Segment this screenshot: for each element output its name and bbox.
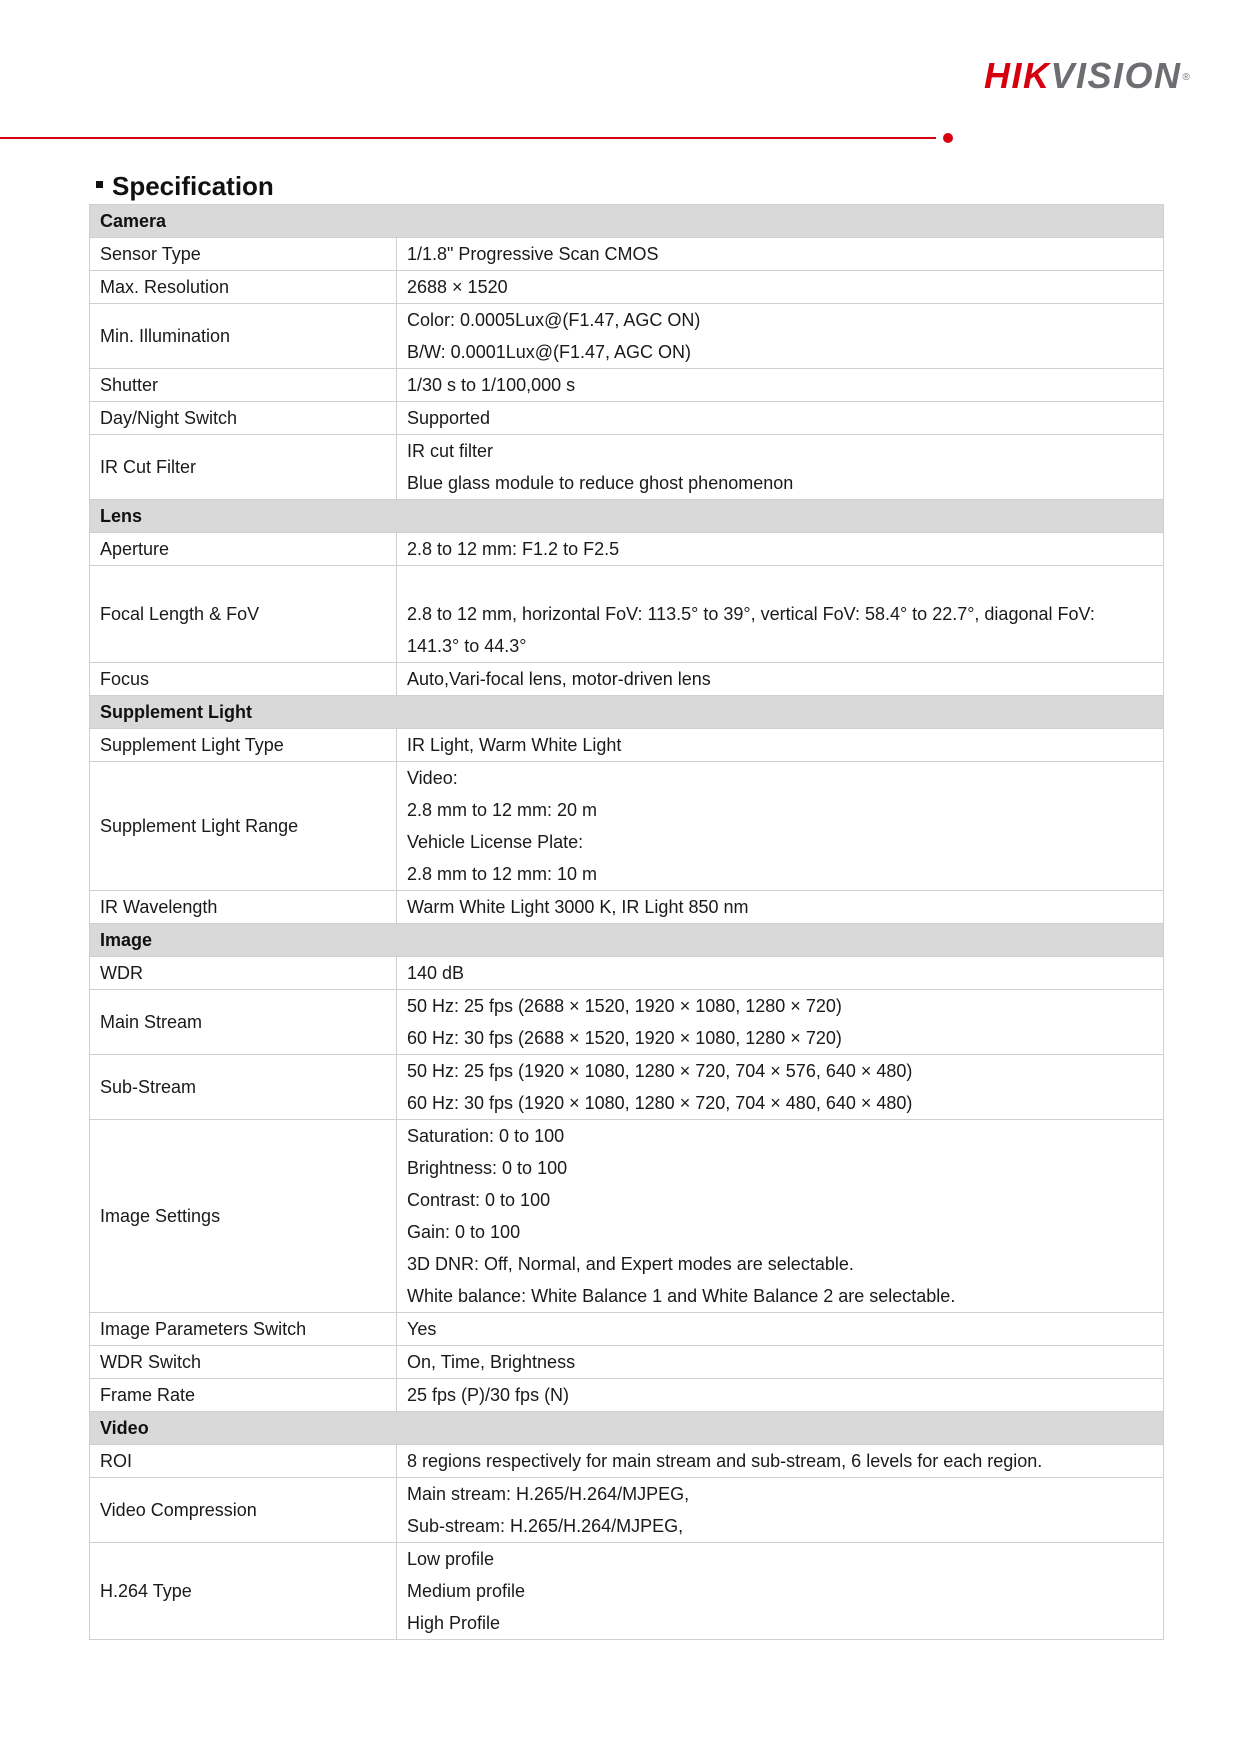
spec-value-cell (397, 663, 1164, 696)
section-header-camera (90, 205, 1164, 238)
spec-table (89, 204, 1164, 1640)
spec-value: Sub-stream: H.265/H.264/MJPEG, (407, 1516, 684, 1536)
spec-label: Aperture (90, 533, 397, 566)
spec-row-sub-stream (90, 1055, 1164, 1120)
spec-label: Sub-Stream (90, 1055, 397, 1120)
spec-value-cell (397, 1379, 1164, 1412)
spec-row-roi (90, 1445, 1164, 1478)
spec-value: 2.8 mm to 12 mm: 20 m (407, 800, 598, 820)
spec-value-cell (397, 435, 1164, 500)
spec-row-video-compression (90, 1478, 1164, 1543)
spec-value: Medium profile (407, 1581, 526, 1601)
spec-value: 2.8 to 12 mm, horizontal FoV: 113.5° to 39°, vertical FoV: 58.4° to 22.7°, diagonal FoV: (407, 604, 1095, 624)
spec-row-wdr-switch (90, 1346, 1164, 1379)
section-header-image (90, 924, 1164, 957)
spec-value: 60 Hz: 30 fps (2688 × 1520, 1920 × 1080, 1280 × 720) (407, 1028, 842, 1048)
spec-value: Gain: 0 to 100 (407, 1222, 521, 1242)
spec-row-max-resolution (90, 271, 1164, 304)
section-header-label: Supplement Light (90, 696, 1164, 729)
spec-value: Blue glass module to reduce ghost phenomenon (407, 473, 794, 493)
spec-value: 3D DNR: Off, Normal, and Expert modes are selectable. (407, 1254, 854, 1274)
spec-row-sensor-type (90, 238, 1164, 271)
logo-text-vision: VISION (1050, 55, 1182, 96)
spec-value: Contrast: 0 to 100 (407, 1190, 551, 1210)
spec-value: Brightness: 0 to 100 (407, 1158, 568, 1178)
spec-value-cell (397, 1055, 1164, 1120)
spec-label: Day/Night Switch (90, 402, 397, 435)
spec-value: IR Light, Warm White Light (407, 735, 622, 755)
spec-row-min-illumination (90, 304, 1164, 369)
spec-row-h264-type (90, 1543, 1164, 1640)
spec-value: 60 Hz: 30 fps (1920 × 1080, 1280 × 720, 704 × 480, 640 × 480) (407, 1093, 913, 1113)
section-header-label: Camera (90, 205, 1164, 238)
spec-value-cell (397, 891, 1164, 924)
section-heading (96, 169, 274, 203)
spec-value: Main stream: H.265/H.264/MJPEG, (407, 1484, 690, 1504)
spec-value: 141.3° to 44.3° (407, 636, 527, 656)
spec-value: Video: (407, 768, 458, 788)
spec-value: 2.8 to 12 mm: F1.2 to F2.5 (407, 539, 620, 559)
spec-row-ir-cut-filter (90, 435, 1164, 500)
spec-value: Warm White Light 3000 K, IR Light 850 nm (407, 897, 749, 917)
spec-value-cell (397, 762, 1164, 891)
spec-value: Low profile (407, 1549, 495, 1569)
spec-value: 140 dB (407, 963, 465, 983)
spec-label: IR Wavelength (90, 891, 397, 924)
section-header-label: Lens (90, 500, 1164, 533)
spec-value: 1/1.8" Progressive Scan CMOS (407, 244, 659, 264)
spec-value-cell (397, 304, 1164, 369)
spec-label: Max. Resolution (90, 271, 397, 304)
spec-value: Yes (407, 1319, 437, 1339)
spec-label: H.264 Type (90, 1543, 397, 1640)
header-divider-dot (943, 133, 953, 143)
spec-value: Vehicle License Plate: (407, 832, 584, 852)
spec-value-cell (397, 402, 1164, 435)
logo-text-hik: HIK (984, 55, 1051, 96)
spec-value: 2.8 mm to 12 mm: 10 m (407, 864, 598, 884)
spec-label: IR Cut Filter (90, 435, 397, 500)
spec-value: High Profile (407, 1613, 501, 1633)
spec-value-cell (397, 533, 1164, 566)
spec-label: Video Compression (90, 1478, 397, 1543)
spec-value-cell (397, 1120, 1164, 1313)
spec-value: Saturation: 0 to 100 (407, 1126, 565, 1146)
spec-value: B/W: 0.0001Lux@(F1.47, AGC ON) (407, 342, 692, 362)
spec-label: Shutter (90, 369, 397, 402)
spec-table-body (90, 205, 1164, 1640)
page-title: Specification (112, 171, 274, 201)
hikvision-logo (984, 54, 1190, 98)
spec-value: On, Time, Brightness (407, 1352, 576, 1372)
spec-label: Frame Rate (90, 1379, 397, 1412)
spec-value: Color: 0.0005Lux@(F1.47, AGC ON) (407, 310, 701, 330)
spec-label: Focus (90, 663, 397, 696)
section-header-supplement-light (90, 696, 1164, 729)
spec-label: Supplement Light Type (90, 729, 397, 762)
registered-mark: ® (1182, 72, 1190, 83)
spec-row-focal-length-fov (90, 566, 1164, 663)
spec-value: 8 regions respectively for main stream and sub-stream, 6 levels for each region. (407, 1451, 1043, 1471)
spec-value-cell (397, 1445, 1164, 1478)
spec-row-day-night-switch (90, 402, 1164, 435)
spec-label: WDR (90, 957, 397, 990)
spec-value-cell (397, 271, 1164, 304)
spec-value: IR cut filter (407, 441, 494, 461)
section-header-video (90, 1412, 1164, 1445)
spec-label: WDR Switch (90, 1346, 397, 1379)
spec-row-wdr (90, 957, 1164, 990)
spec-value: 50 Hz: 25 fps (1920 × 1080, 1280 × 720, 704 × 576, 640 × 480) (407, 1061, 913, 1081)
spec-row-focus (90, 663, 1164, 696)
spec-value-cell (397, 1346, 1164, 1379)
spec-value: 25 fps (P)/30 fps (N) (407, 1385, 570, 1405)
spec-value-cell (397, 729, 1164, 762)
spec-row-shutter (90, 369, 1164, 402)
spec-label: Image Settings (90, 1120, 397, 1313)
spec-value: 50 Hz: 25 fps (2688 × 1520, 1920 × 1080, 1280 × 720) (407, 996, 842, 1016)
square-bullet-icon (96, 181, 103, 188)
spec-value-cell (397, 566, 1164, 663)
spec-value-cell (397, 957, 1164, 990)
spec-value-cell (397, 1543, 1164, 1640)
spec-row-main-stream (90, 990, 1164, 1055)
section-header-label: Video (90, 1412, 1164, 1445)
section-header-label: Image (90, 924, 1164, 957)
spec-value: Supported (407, 408, 491, 428)
header-divider-line (0, 137, 936, 139)
spec-value: Auto,Vari-focal lens, motor-driven lens (407, 669, 711, 689)
spec-row-frame-rate (90, 1379, 1164, 1412)
spec-value-cell (397, 1313, 1164, 1346)
spec-value-cell (397, 990, 1164, 1055)
spec-value: 1/30 s to 1/100,000 s (407, 375, 576, 395)
spec-value-cell (397, 369, 1164, 402)
spec-label: ROI (90, 1445, 397, 1478)
spec-label: Focal Length & FoV (90, 566, 397, 663)
spec-row-image-parameters-switch (90, 1313, 1164, 1346)
spec-value-cell (397, 238, 1164, 271)
spec-label: Sensor Type (90, 238, 397, 271)
spec-row-supplement-light-range (90, 762, 1164, 891)
spec-value-cell (397, 1478, 1164, 1543)
spec-row-image-settings (90, 1120, 1164, 1313)
spec-label: Min. Illumination (90, 304, 397, 369)
spec-label: Main Stream (90, 990, 397, 1055)
spec-row-ir-wavelength (90, 891, 1164, 924)
section-header-lens (90, 500, 1164, 533)
spec-row-aperture (90, 533, 1164, 566)
spec-value: White balance: White Balance 1 and White Balance 2 are selectable. (407, 1286, 956, 1306)
spec-label: Supplement Light Range (90, 762, 397, 891)
spec-value: 2688 × 1520 (407, 277, 508, 297)
spec-label: Image Parameters Switch (90, 1313, 397, 1346)
spec-row-supplement-light-type (90, 729, 1164, 762)
